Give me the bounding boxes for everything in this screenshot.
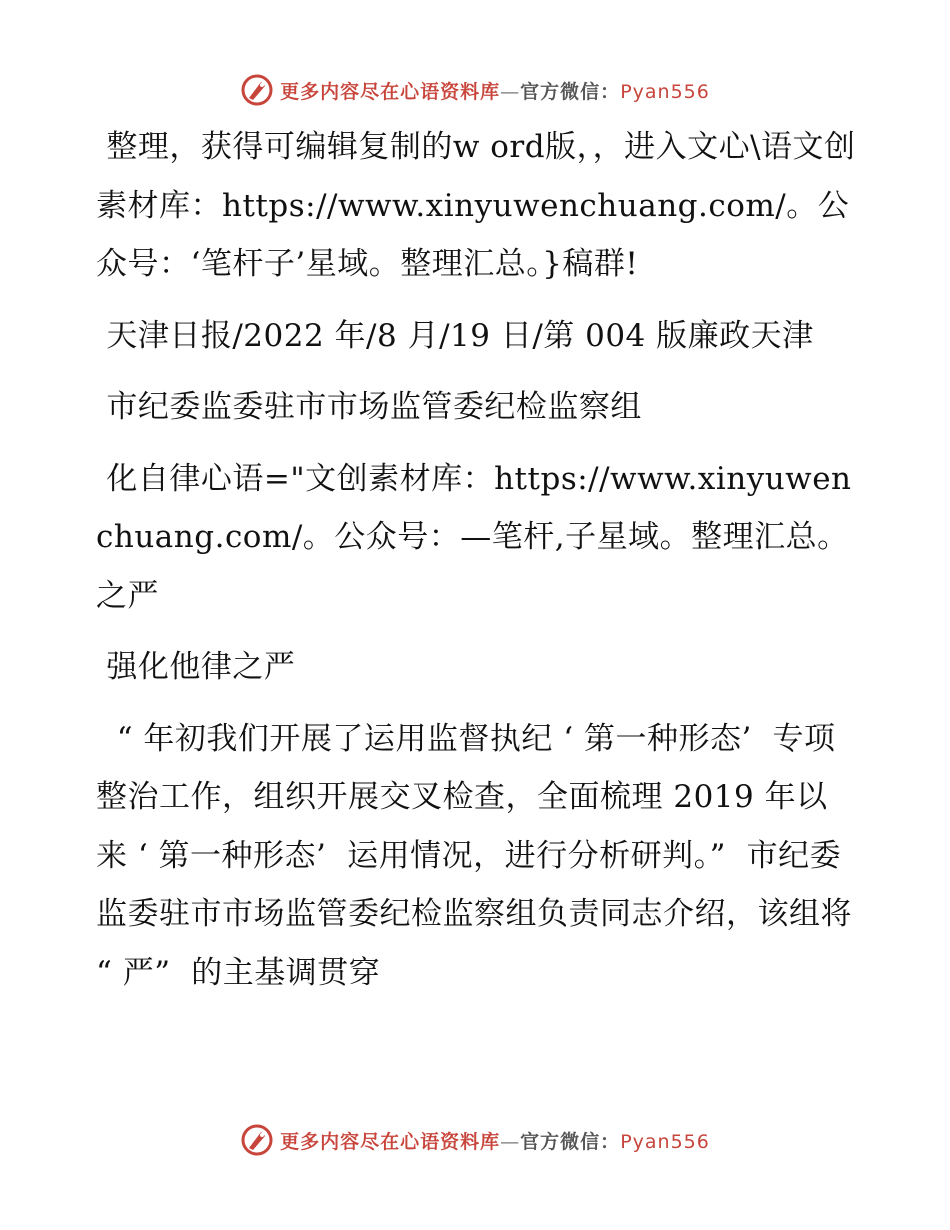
document-body: [96, 118, 863, 1015]
pen-nib-logo-icon: [240, 1123, 274, 1157]
banner-text: [280, 1127, 710, 1154]
footer-banner: [0, 1120, 950, 1160]
paragraph-6: “ 年初我们开展了运用监督执纪 ‘ 第一种形态’ 专项整治工作，组织开展交叉检查，全面梳理 2019 年以来 ‘ 第一种形态’ 运用情况，进行分析研判。” 市纪委监委驻市市场监管委纪检监察组负责同志介绍，该组将 “ 严” 的主基调贯穿: [96, 720, 863, 991]
banner-brand-text: 更多内容尽在心语资料库: [280, 80, 501, 103]
paragraph-3: 市纪委监委驻市市场监管委纪检监察组: [96, 389, 642, 425]
banner-wechat-id: Pyan556: [620, 80, 710, 103]
pen-nib-logo-icon: [240, 73, 274, 107]
paragraph-4: 化自律心语="文创素材库：https://www.xinyuwenchuang.com/。公众号：—笔杆,子星域。整理汇总。之严: [96, 460, 852, 614]
paragraph-1: 整理，获得可编辑复制的w ord版，，进入文心\语文创素材库：https://www.xinyuwenchuang.com/。公众号：‘笔杆子’星域。整理汇总。}稿群!: [96, 129, 856, 282]
banner-official-text: 官方微信：: [520, 80, 621, 103]
banner-official-text: 官方微信：: [520, 1130, 621, 1153]
banner-dash: —: [500, 80, 521, 103]
banner-brand-text: 更多内容尽在心语资料库: [280, 1130, 501, 1153]
header-banner: [0, 70, 950, 110]
banner-text: [280, 77, 710, 104]
paragraph-5: 强化他律之严: [96, 649, 296, 685]
paragraph-2: 天津日报/2022 年/8 月/19 日/第 004 版廉政天津: [96, 317, 814, 354]
banner-wechat-id: Pyan556: [620, 1130, 710, 1153]
banner-dash: —: [500, 1130, 521, 1153]
